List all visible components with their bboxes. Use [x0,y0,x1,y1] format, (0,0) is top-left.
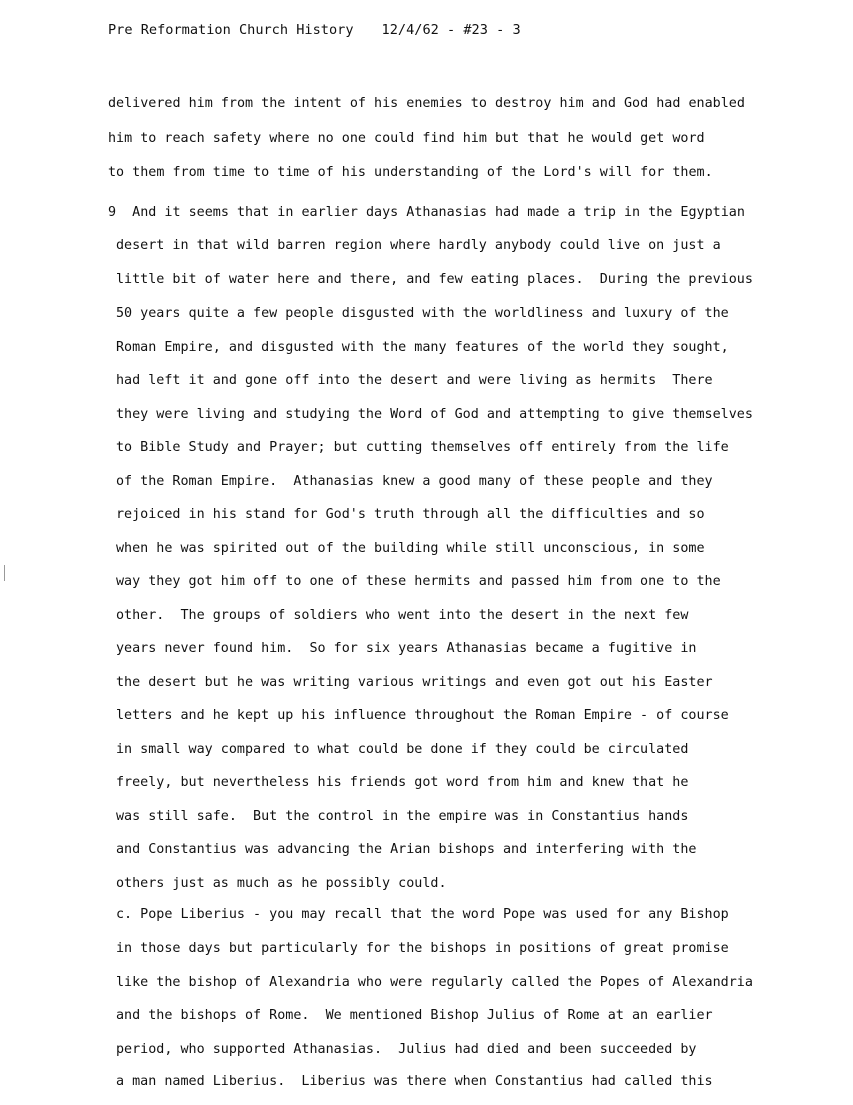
text-line: delivered him from the intent of his enemies to destroy him and God had enabled [108,96,745,111]
margin-mark [4,565,5,581]
text-line: little bit of water here and there, and few eating places. During the previous [116,272,753,287]
text-line: c. Pope Liberius - you may recall that the word Pope was used for any Bishop [116,907,729,922]
text-line: to them from time to time of his understanding of the Lord's will for them. [108,165,713,180]
text-line: rejoiced in his stand for God's truth through all the difficulties and so [116,507,705,522]
text-line: had left it and gone off into the desert and were living as hermits There [116,373,713,388]
text-line: Roman Empire, and disgusted with the many features of the world they sought, [116,340,729,355]
text-line: when he was spirited out of the building while still unconscious, in some [116,541,705,556]
text-line: way they got him off to one of these hermits and passed him from one to the [116,574,721,589]
text-line: the desert but he was writing various writings and even got out his Easter [116,675,713,690]
page-header [108,22,521,38]
header-date-reference: 12/4/62 - #23 - 3 [381,22,521,38]
text-line: was still safe. But the control in the empire was in Constantius hands [116,809,689,824]
text-line: a man named Liberius. Liberius was there when Constantius had called this [116,1074,713,1089]
text-line: 50 years quite a few people disgusted with the worldliness and luxury of the [116,306,729,321]
text-line: and the bishops of Rome. We mentioned Bishop Julius of Rome at an earlier [116,1008,713,1023]
text-line: him to reach safety where no one could find him but that he would get word [108,131,705,146]
text-line: 9 And it seems that in earlier days Athanasias had made a trip in the Egyptian [108,205,745,220]
text-line: other. The groups of soldiers who went into the desert in the next few [116,608,689,623]
text-line: and Constantius was advancing the Arian bishops and interfering with the [116,842,697,857]
text-line: in those days but particularly for the bishops in positions of great promise [116,941,729,956]
text-line: period, who supported Athanasias. Julius had died and been succeeded by [116,1042,697,1057]
header-title: Pre Reformation Church History [108,22,354,38]
text-line: of the Roman Empire. Athanasias knew a good many of these people and they [116,474,713,489]
text-line: letters and he kept up his influence throughout the Roman Empire - of course [116,708,729,723]
text-line: others just as much as he possibly could. [116,876,447,891]
text-line: years never found him. So for six years Athanasias became a fugitive in [116,641,697,656]
text-line: like the bishop of Alexandria who were regularly called the Popes of Alexandria [116,975,753,990]
text-line: they were living and studying the Word of God and attempting to give themselves [116,407,753,422]
text-line: to Bible Study and Prayer; but cutting themselves off entirely from the life [116,440,729,455]
text-line: freely, but nevertheless his friends got word from him and knew that he [116,775,689,790]
text-line: desert in that wild barren region where hardly anybody could live on just a [116,238,721,253]
text-line: in small way compared to what could be done if they could be circulated [116,742,689,757]
